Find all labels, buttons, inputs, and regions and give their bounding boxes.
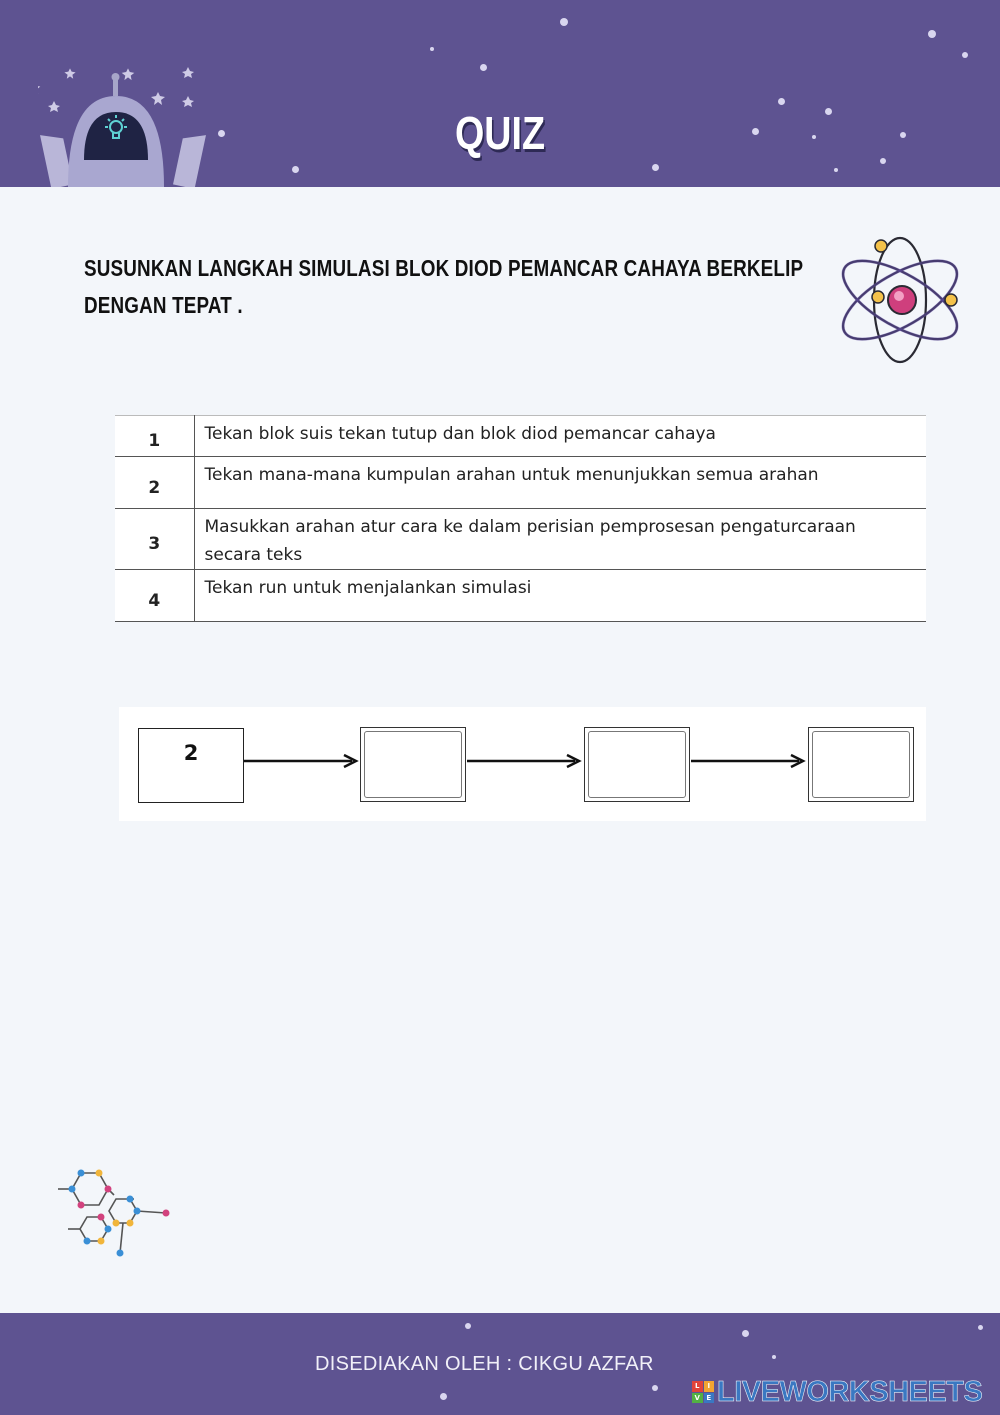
star-dot — [440, 1393, 447, 1400]
sequence-flow — [119, 707, 926, 821]
star-dot — [962, 52, 968, 58]
star-dot — [742, 1330, 749, 1337]
step-text: Tekan blok suis tekan tutup dan blok diod pemancar cahaya — [194, 416, 926, 457]
table-row — [115, 570, 926, 622]
step-number: 2 — [115, 457, 194, 509]
liveworksheets-icon — [692, 1381, 714, 1403]
star-dot — [834, 168, 838, 172]
step-text: Masukkan arahan atur cara ke dalam perisian pemprosesan pengaturcaraan secara teks — [194, 509, 926, 570]
star-dot — [560, 18, 568, 26]
step-text: Tekan run untuk menjalankan simulasi — [194, 570, 926, 622]
credit-text: DISEDIAKAN OLEH : CIKGU AZFAR — [315, 1353, 654, 1375]
answer-box-1[interactable] — [360, 727, 466, 802]
logo-letter: E — [704, 1393, 715, 1404]
star-dot — [928, 30, 936, 38]
star-dot — [292, 166, 299, 173]
star-dot — [430, 47, 434, 51]
arrow-right-icon — [244, 753, 362, 769]
liveworksheets-logo[interactable] — [692, 1377, 982, 1407]
star-dot — [480, 64, 487, 71]
logo-letter: L — [692, 1381, 703, 1392]
step-number: 1 — [115, 416, 194, 457]
star-dot — [778, 98, 785, 105]
table-row — [115, 457, 926, 509]
star-dot — [652, 164, 659, 171]
star-dot — [465, 1323, 471, 1329]
question-text — [84, 250, 871, 324]
star-dot — [652, 1385, 658, 1391]
answer-box-2[interactable] — [584, 727, 690, 802]
table-row — [115, 416, 926, 457]
sequence-box-filled: 2 — [138, 728, 244, 803]
arrow-right-icon — [467, 753, 585, 769]
molecule-icon — [56, 1165, 181, 1265]
step-number: 4 — [115, 570, 194, 622]
star-dot — [978, 1325, 983, 1330]
footer-banner — [0, 1313, 1000, 1415]
step-text: Tekan mana-mana kumpulan arahan untuk menunjukkan semua arahan — [194, 457, 926, 509]
question-line-2: DENGAN TEPAT . — [84, 292, 243, 318]
arrow-right-icon — [691, 753, 809, 769]
star-dot — [772, 1355, 776, 1359]
table-row — [115, 509, 926, 570]
steps-table — [115, 415, 926, 622]
page-title: QUIZ — [454, 107, 546, 159]
brand-name: LIVEWORKSHEETS — [717, 1375, 983, 1408]
logo-letter: I — [704, 1381, 715, 1392]
logo-letter: V — [692, 1393, 703, 1404]
header-banner — [0, 0, 1000, 187]
atom-icon — [826, 234, 976, 366]
question-line-1: SUSUNKAN LANGKAH SIMULASI BLOK DIOD PEMANCAR CAHAYA BERKELIP — [84, 255, 804, 281]
step-number: 3 — [115, 509, 194, 570]
answer-box-3[interactable] — [808, 727, 914, 802]
